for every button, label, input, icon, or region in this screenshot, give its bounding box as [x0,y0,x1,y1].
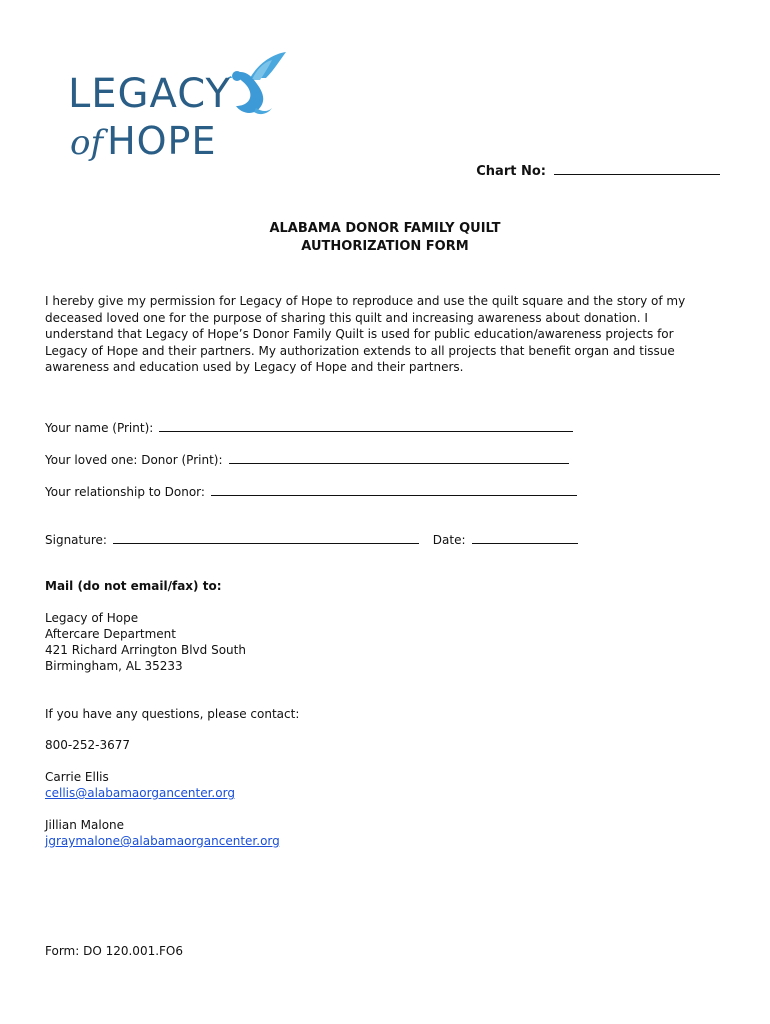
your-name-label: Your name (Print): [45,421,154,435]
address-line: Legacy of Hope [45,611,139,625]
relationship-label: Your relationship to Donor: [45,485,205,499]
chart-no-field [476,163,720,179]
chart-no-label: Chart No: [476,164,546,179]
address-line: 421 Richard Arrington Blvd South [45,643,246,657]
signature-field [45,532,578,548]
contact-phone[interactable]: 800-252-3677 [45,738,131,752]
legacy-of-hope-logo [68,50,283,165]
email-link-carrie[interactable]: cellis@alabamaorgancenter.org [45,786,235,800]
loved-one-label: Your loved one: Donor (Print): [45,453,223,467]
your-name-field [45,420,573,436]
form-number: Form: DO 120.001.FO6 [45,944,184,958]
mail-heading: Mail (do not email/fax) to: [45,579,222,593]
signature-blank[interactable] [113,532,419,544]
dove-icon [228,50,288,116]
logo-text-of: of [70,123,104,163]
authorization-paragraph: I hereby give my permission for Legacy of Hope to reproduce and use the quilt square and the story of my deceased loved one for the purpose of sharing this quilt and increasing awareness about donation. I understand that Legacy of Hope’s Donor Family Quilt is used for public education/awareness projects for Legacy of Hope and their partners. My authorization extends to all projects that benefit organ and tissue awareness and education used by Legacy of Hope and their partners. [45,294,686,374]
form-title [0,220,770,256]
chart-no-blank[interactable] [554,163,720,175]
signature-label: Signature: [45,533,107,547]
contact-name-carrie: Carrie Ellis [45,770,109,784]
logo-text-legacy: LEGACY [68,71,231,117]
loved-one-blank[interactable] [229,452,569,464]
date-blank[interactable] [472,532,578,544]
email-link-jillian[interactable]: jgraymalone@alabamaorgancenter.org [45,834,280,848]
logo-text-of-hope [70,119,217,163]
loved-one-field [45,452,569,468]
mailing-address [45,610,246,674]
form-title-line2: AUTHORIZATION FORM [301,239,469,254]
contact-intro: If you have any questions, please contact: [45,707,300,721]
form-title-line1: ALABAMA DONOR FAMILY QUILT [269,221,501,236]
relationship-field [45,484,577,500]
your-name-blank[interactable] [159,420,573,432]
address-line: Birmingham, AL 35233 [45,659,183,673]
relationship-blank[interactable] [211,484,577,496]
contact-name-jillian: Jillian Malone [45,818,125,832]
logo-text-hope: HOPE [107,119,217,163]
address-line: Aftercare Department [45,627,176,641]
date-label: Date: [432,533,466,547]
